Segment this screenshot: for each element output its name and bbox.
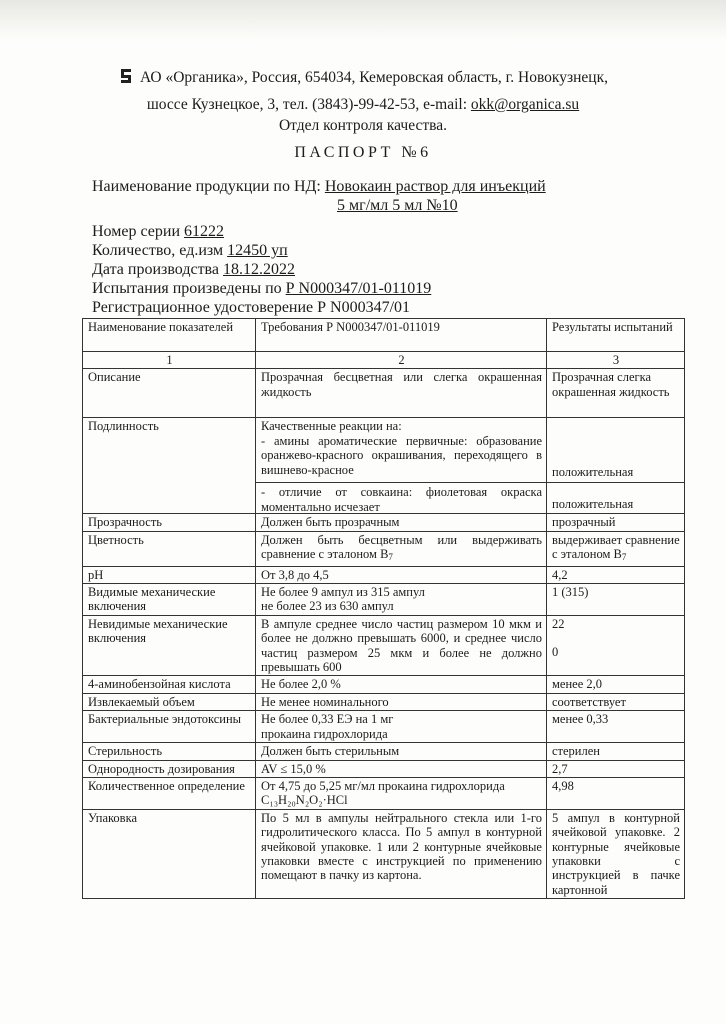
row-result [547, 615, 685, 676]
row-requirement: Не более 0,33 ЕЭ на 1 мг прокаина гидрохлорида [256, 711, 547, 743]
subscript: 7 [621, 552, 627, 563]
table-row [83, 693, 685, 710]
row-result: прозрачный [547, 514, 685, 531]
quality-specification-table [82, 318, 685, 899]
row-requirement: Должен быть прозрачным [256, 514, 547, 531]
row-requirement: Не более 2,0 % [256, 676, 547, 693]
requirement-text: От 4,75 до 5,25 мг/мл прокаина гидрохлорида [261, 778, 505, 793]
batch-value: 61222 [184, 223, 224, 240]
row-requirement: Прозрачная бесцветная или слегка окрашенная жидкость [256, 369, 547, 418]
col-number: 2 [256, 352, 547, 369]
result-10um: 22 [552, 616, 565, 631]
row-requirement: AV ≤ 15,0 % [256, 760, 547, 777]
quantity-line [92, 241, 288, 260]
header-indicator: Наименование показателей [83, 319, 256, 352]
row-result [547, 418, 685, 514]
product-name-line-2 [337, 196, 458, 215]
chemical-formula: C₁₃H₂₀N₂O₂·HCl [261, 793, 348, 808]
row-result: соответствует [547, 693, 685, 710]
table-row [83, 369, 685, 418]
row-name: 4-аминобензойная кислота [83, 676, 256, 693]
batch-label: Номер серии [92, 223, 184, 240]
result-25um: 0 [552, 645, 559, 660]
department-name: Отдел контроля качества. [278, 117, 448, 134]
product-name-line [92, 177, 546, 196]
table-row [83, 418, 685, 514]
quantity-value: 12450 уп [227, 242, 288, 259]
row-result: 4,2 [547, 566, 685, 583]
production-date-value: 18.12.2022 [223, 261, 295, 278]
requirement-amines: Качественные реакции на: - амины ароматические первичные: образование оранжево-красного окрашивания, переходящего в вишнево-красное [261, 419, 542, 477]
row-name: Бактериальные эндотоксины [83, 711, 256, 743]
row-requirement [256, 531, 547, 566]
table-row [83, 514, 685, 531]
header-requirements: Требования Р N000347/01-011019 [256, 319, 547, 352]
row-name: Однородность дозирования [83, 760, 256, 777]
row-name: Стерильность [83, 743, 256, 760]
row-result: Прозрачная слегка окрашенная жидкость [547, 369, 685, 418]
org-header-line-1 [0, 68, 726, 88]
row-result: 5 ампул в контурной ячейковой упаковке. 2 контурные ячейковые упаковки с инструкцией в пачке картонной [547, 809, 685, 898]
table-row [83, 584, 685, 616]
col-number: 1 [83, 352, 256, 369]
subscript: 7 [388, 552, 393, 563]
table-row [83, 615, 685, 676]
row-result [547, 531, 685, 566]
row-result: 4,98 [547, 777, 685, 809]
row-name: Цветность [83, 531, 256, 566]
production-date-label: Дата производства [92, 261, 223, 278]
row-name: pH [83, 566, 256, 583]
row-result: 1 (315) [547, 584, 685, 616]
row-requirement: Не более 9 ампул из 315 ампул не более 23 из 630 ампул [256, 584, 547, 616]
batch-line [92, 222, 224, 241]
tests-by-value: Р N000347/01-011019 [285, 280, 432, 297]
row-name: Видимые механические включения [83, 584, 256, 616]
organika-logo-icon [118, 68, 134, 84]
row-requirement [256, 418, 547, 514]
result-sovkain: положительная [552, 497, 634, 511]
row-result: менее 0,33 [547, 711, 685, 743]
row-requirement: Не менее номинального [256, 693, 547, 710]
row-name: Описание [83, 369, 256, 418]
document-title: ПАСПОРТ №6 [294, 144, 432, 161]
row-name: Невидимые механические включения [83, 615, 256, 676]
product-label: Наименование продукции по НД: [92, 178, 325, 195]
result-sovkain-cell [547, 482, 684, 513]
table-row [83, 743, 685, 760]
registration-label: Регистрационное удостоверение [92, 299, 318, 316]
org-email-link[interactable]: okk@organica.su [470, 96, 580, 113]
requirement-sovkain: - отличие от совкаина: фиолетовая окраска моментально исчезает [256, 482, 546, 513]
org-header-line-2 [0, 95, 726, 115]
row-result: менее 2,0 [547, 676, 685, 693]
row-name: Количественное определение [83, 777, 256, 809]
row-name: Прозрачность [83, 514, 256, 531]
org-address-phone: шоссе Кузнецкое, 3, тел. (3843)-99-42-53, e-mail: [146, 96, 471, 113]
org-name-address: АО «Органика», Россия, 654034, Кемеровская область, г. Новокузнецк, [139, 69, 608, 86]
scan-shadow [0, 0, 726, 40]
result-amines-cell [552, 419, 680, 479]
table-header-row [83, 319, 685, 352]
table-row [83, 809, 685, 898]
registration-line [92, 298, 410, 317]
row-requirement [256, 777, 547, 809]
table-row [83, 566, 685, 583]
header-results: Результаты испытаний [547, 319, 685, 352]
quantity-label: Количество, ед.изм [92, 242, 228, 259]
product-name-1: Новокаин раствор для инъекций [324, 178, 546, 195]
row-name: Извлекаемый объем [83, 693, 256, 710]
production-date-line [92, 260, 295, 279]
table-row [83, 777, 685, 809]
row-requirement: От 3,8 до 4,5 [256, 566, 547, 583]
table-row [83, 711, 685, 743]
row-name: Подлинность [83, 418, 256, 514]
result-text: выдерживает сравнение с эталоном В [552, 532, 680, 562]
row-result: стерилен [547, 743, 685, 760]
requirement-text: Должен быть бесцветным или выдерживать сравнение с эталоном В [261, 532, 542, 562]
row-requirement: По 5 мл в ампулы нейтрального стекла или 1-го гидролитического класса. По 5 ампул в контурной ячейковой упаковке. 1 или 2 контурные ячейковые упаковки вместе с инструкцией по применению помещают в пачку из картона. [256, 809, 547, 898]
product-name-2: 5 мг/мл 5 мл №10 [337, 197, 458, 214]
registration-value: Р N000347/01 [317, 299, 411, 316]
row-result: 2,7 [547, 760, 685, 777]
table-row [83, 676, 685, 693]
tests-by-line [92, 279, 431, 298]
table-row [83, 760, 685, 777]
result-amines: положительная [552, 465, 634, 479]
row-requirement: Должен быть стерильным [256, 743, 547, 760]
col-number: 3 [547, 352, 685, 369]
tests-by-label: Испытания произведены по [92, 280, 286, 297]
column-number-row [83, 352, 685, 369]
table-row [83, 531, 685, 566]
row-name: Упаковка [83, 809, 256, 898]
row-requirement: В ампуле среднее число частиц размером 10 мкм и более не должно превышать 6000, и среднее число частиц размером 25 мкм и более не должно превышать 600 [256, 615, 547, 676]
